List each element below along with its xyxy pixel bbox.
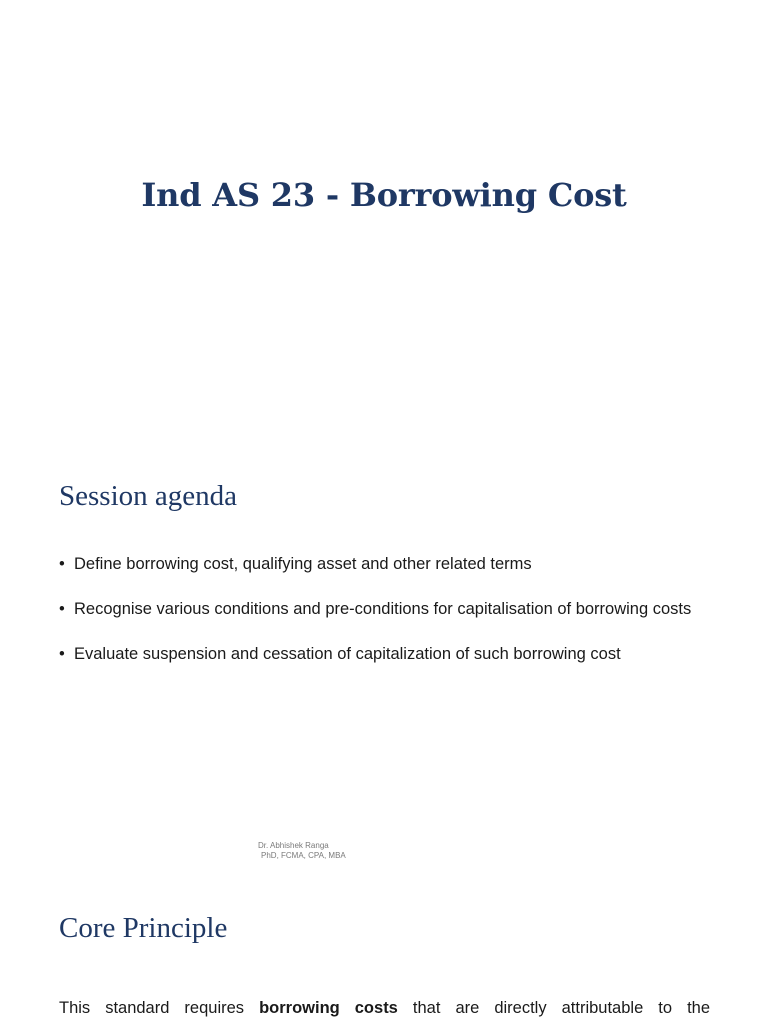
list-item	[59, 642, 710, 666]
agenda-item-text: Define borrowing cost, qualifying asset and other related terms	[74, 555, 532, 573]
author-credentials: PhD, FCMA, CPA, MBA	[261, 851, 346, 860]
list-item	[59, 552, 710, 576]
agenda-list	[59, 552, 710, 687]
body-text-end: that are directly attributable to the	[397, 999, 710, 1017]
list-item	[59, 597, 710, 621]
session-agenda-heading: Session agenda	[59, 480, 237, 512]
bullet-icon: •	[59, 645, 65, 663]
page-title: Ind AS 23 - Borrowing Cost	[141, 176, 627, 214]
bullet-icon: •	[59, 600, 65, 618]
body-text-bold: borrowing costs	[259, 999, 398, 1017]
body-text-start: This standard requires	[59, 999, 260, 1017]
core-principle-text	[59, 996, 710, 1020]
author-credit	[258, 841, 346, 861]
core-principle-heading: Core Principle	[59, 912, 228, 944]
author-name: Dr. Abhishek Ranga	[258, 841, 329, 850]
agenda-item-text: Recognise various conditions and pre-conditions for capitalisation of borrowing costs	[74, 600, 692, 618]
agenda-item-text: Evaluate suspension and cessation of capitalization of such borrowing cost	[74, 645, 621, 663]
bullet-icon: •	[59, 555, 65, 573]
